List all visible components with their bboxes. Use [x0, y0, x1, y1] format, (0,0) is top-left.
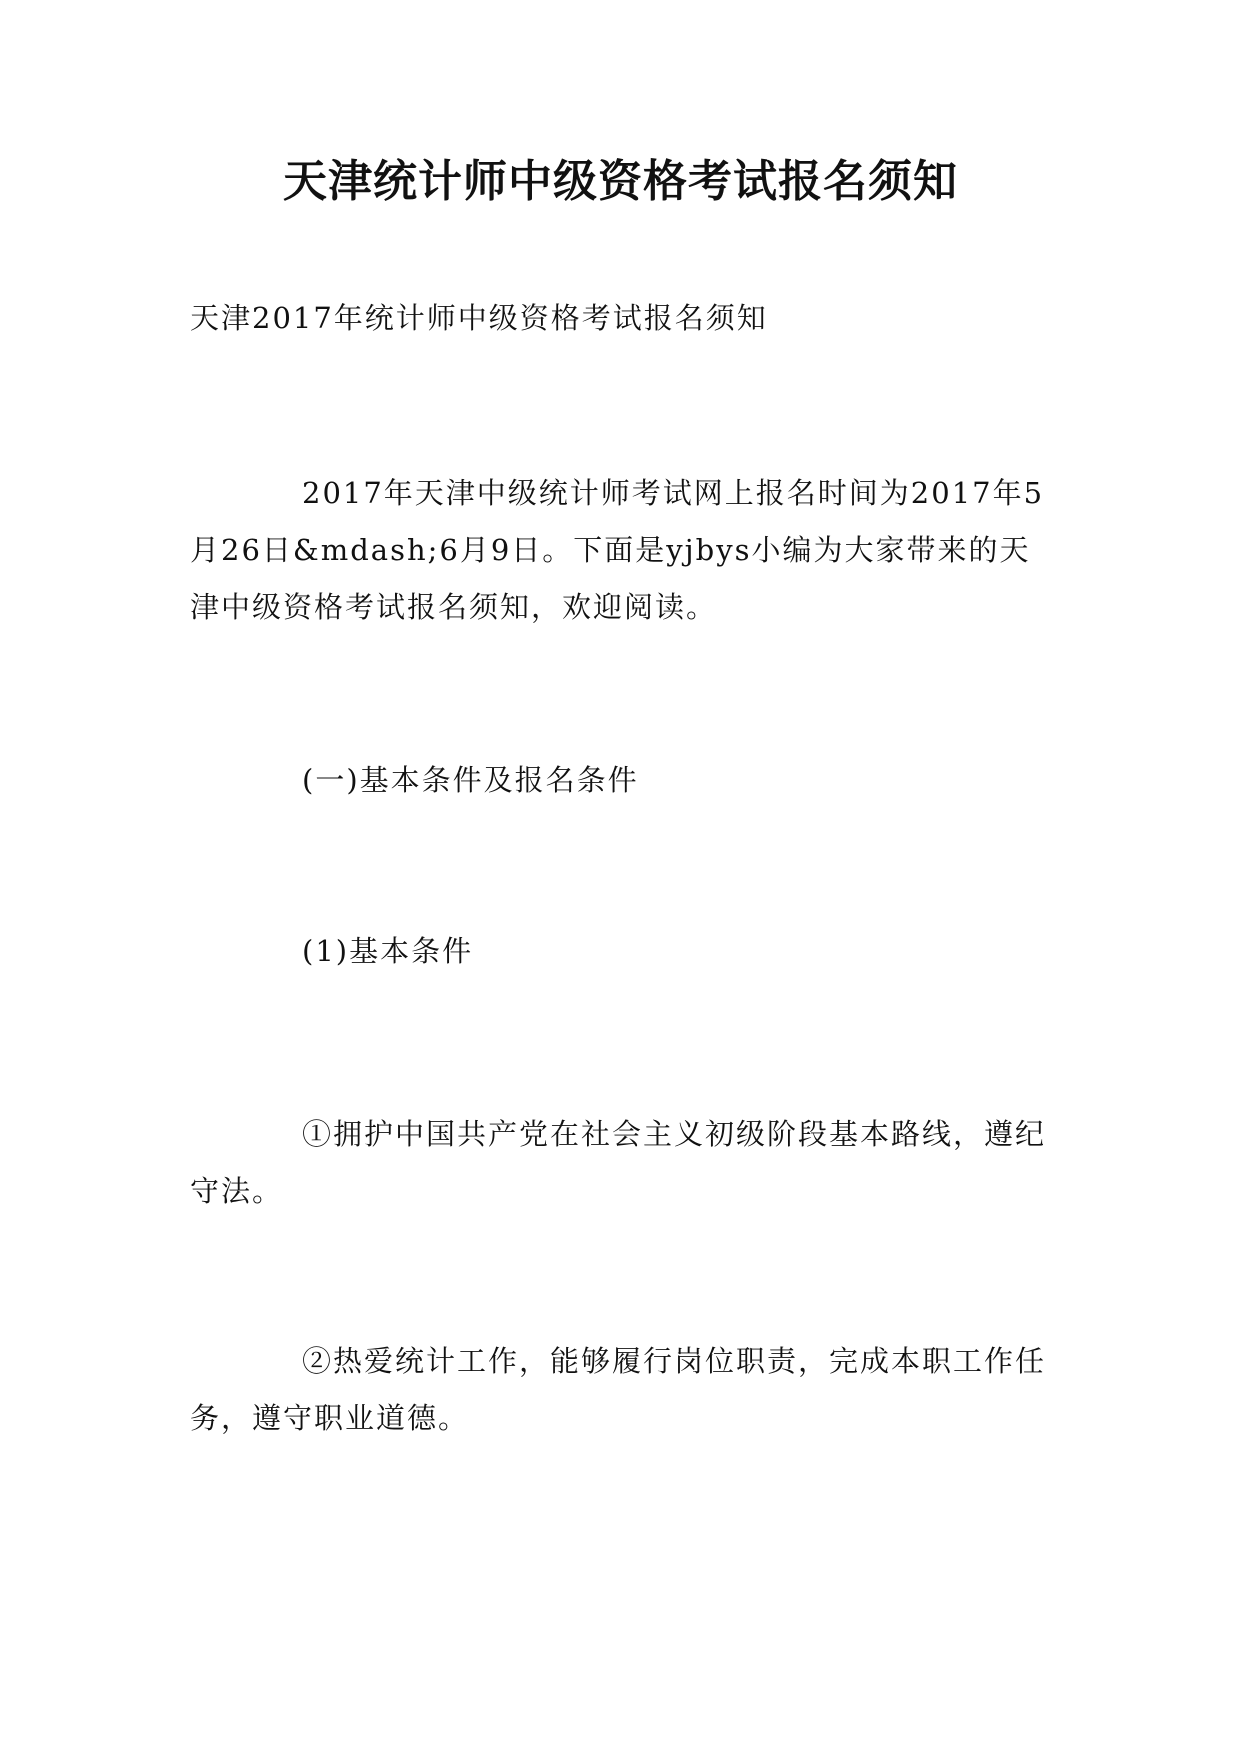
intro-paragraph: 2017年天津中级统计师考试网上报名时间为2017年5月26日&mdash;6月9日。下面是yjbys小编为大家带来的天津中级资格考试报名须知，欢迎阅读。	[190, 476, 1045, 624]
document-title: 天津统计师中级资格考试报名须知	[283, 156, 958, 207]
condition-item-2: ②热爱统计工作，能够履行岗位职责，完成本职工作任务，遵守职业道德。	[190, 1344, 1047, 1435]
condition-item-1: ①拥护中国共产党在社会主义初级阶段基本路线，遵纪守法。	[190, 1117, 1047, 1208]
document-subtitle: 天津2017年统计师中级资格考试报名须知	[190, 301, 768, 335]
subsection-heading-basic-conditions: (1)基本条件	[302, 934, 474, 968]
section-heading-basic-and-registration-conditions: (一)基本条件及报名条件	[302, 763, 639, 797]
